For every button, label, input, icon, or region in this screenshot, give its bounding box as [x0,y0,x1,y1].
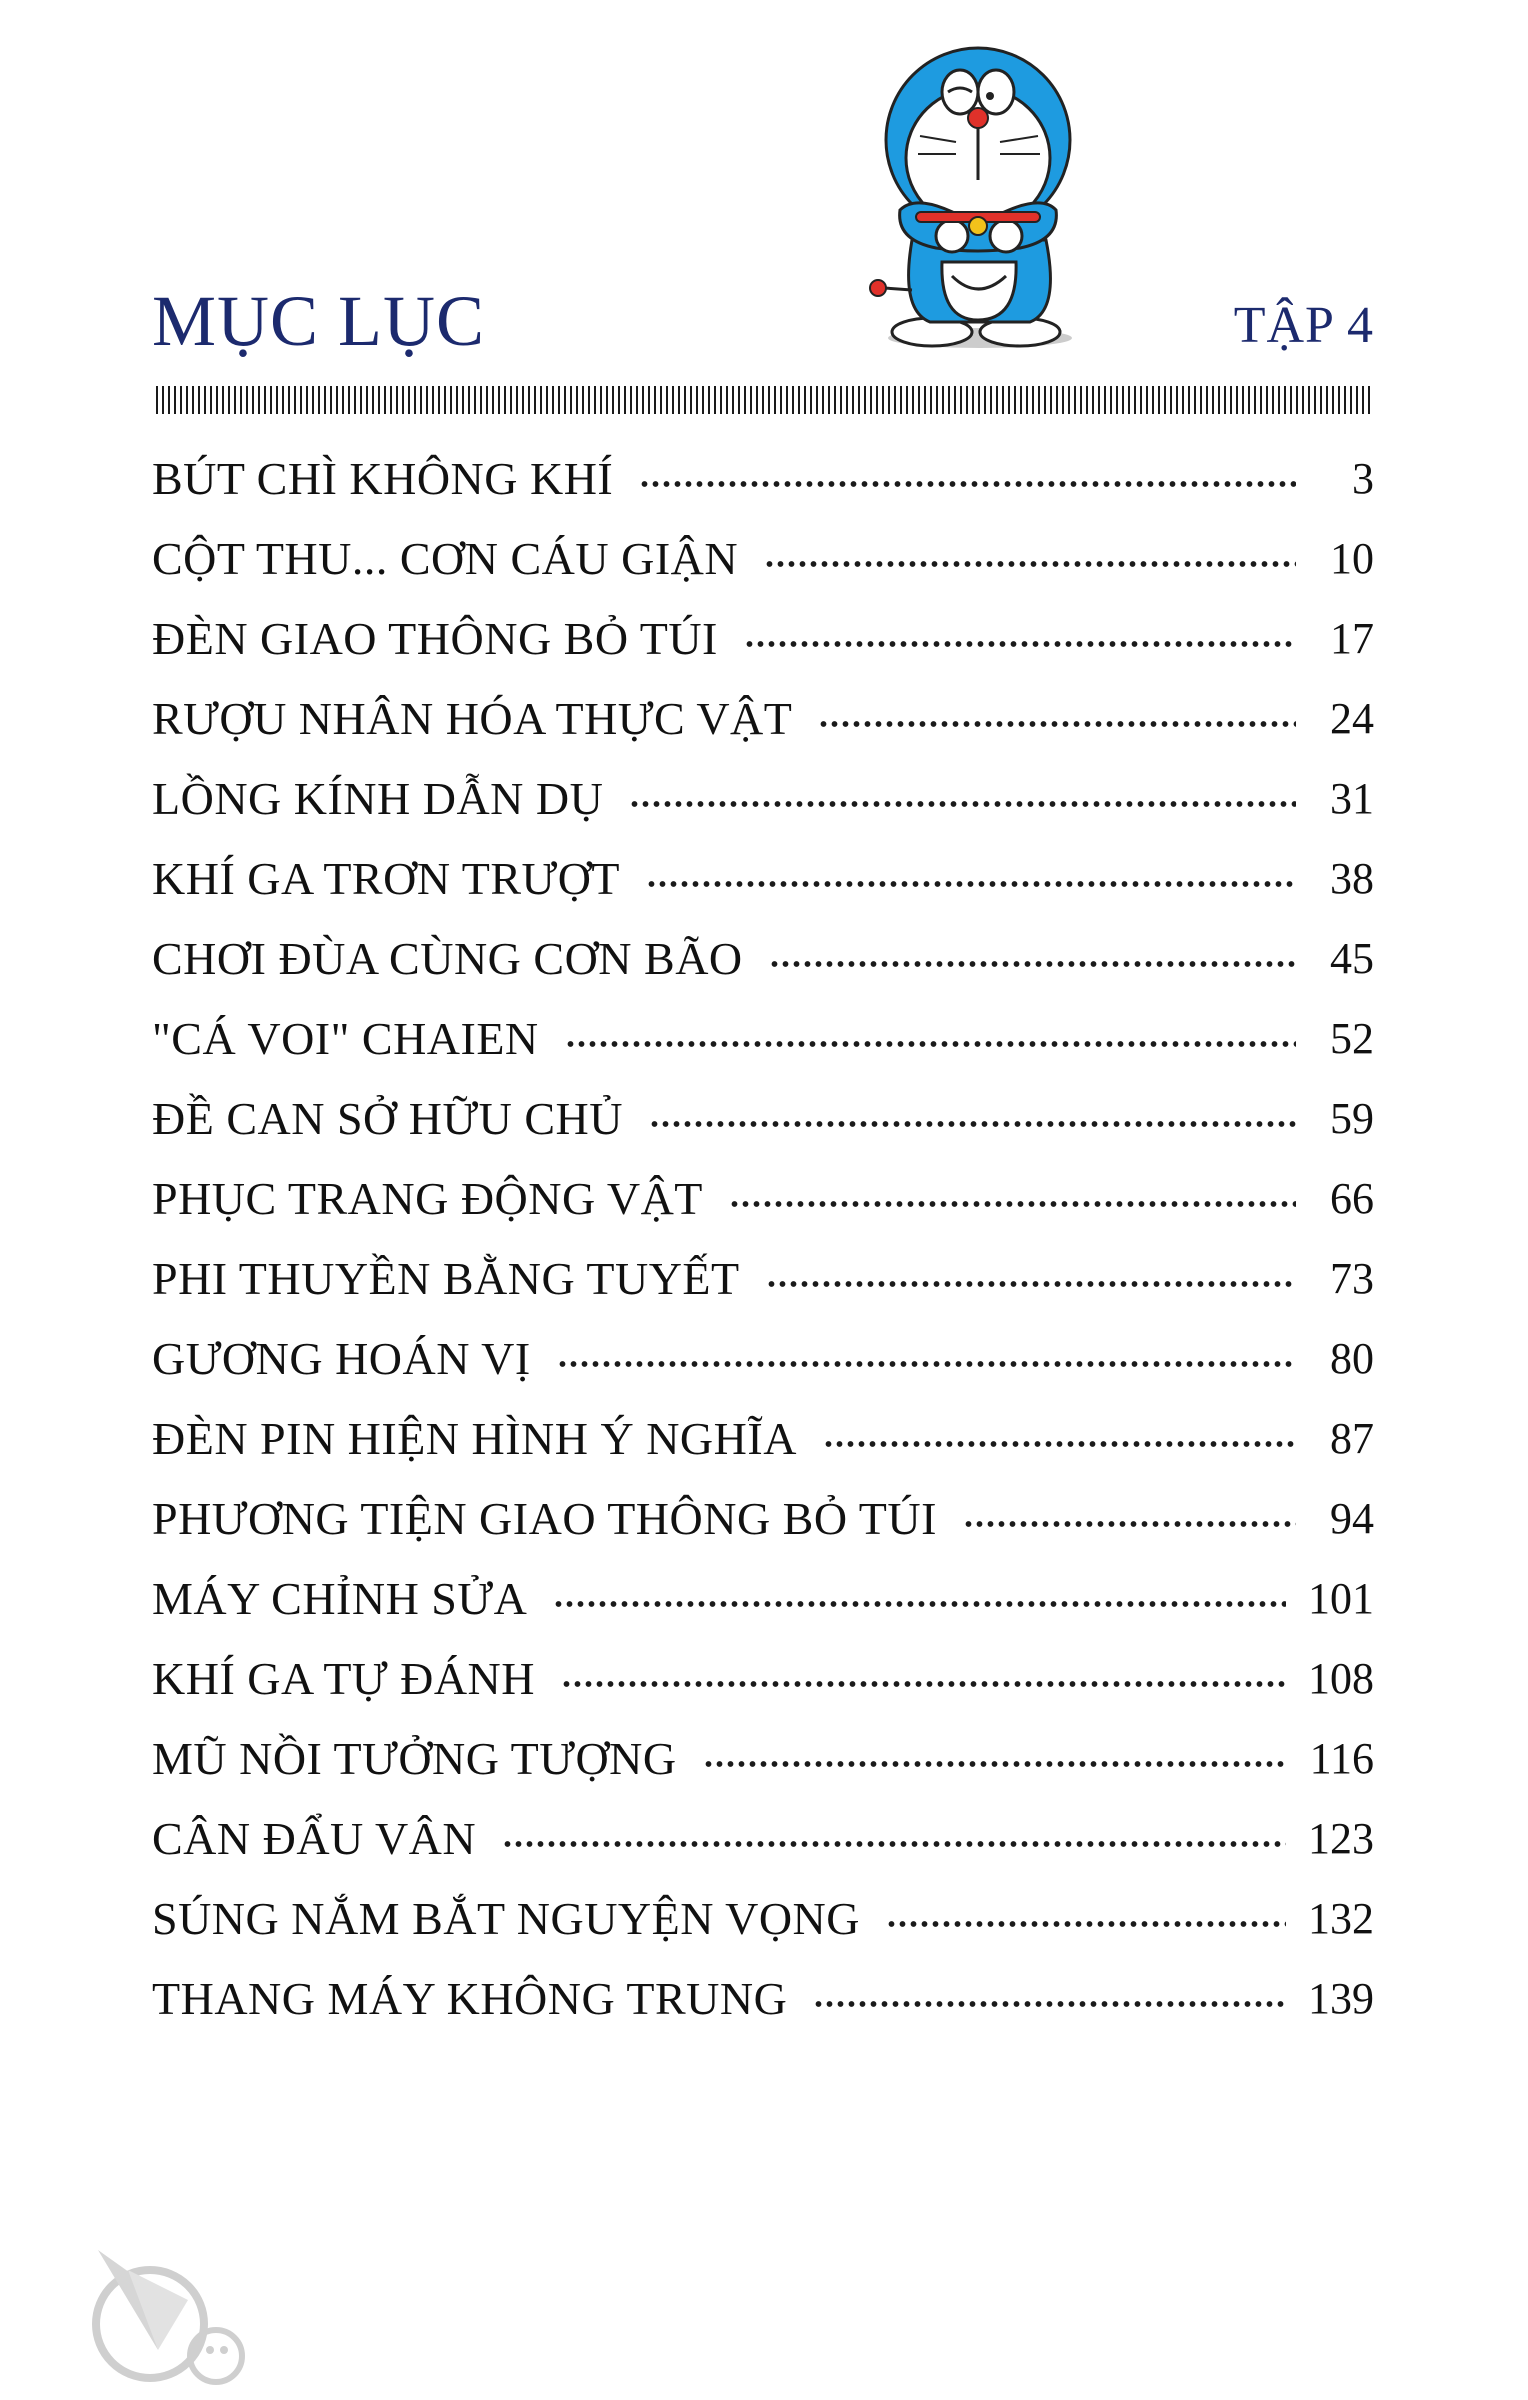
dot-leader [646,881,1296,887]
toc-entry-title: SÚNG NẮM BẮT NGUYỆN VỌNG [152,1892,860,1944]
toc-entry [152,1878,1374,1958]
dot-leader [502,1841,1286,1847]
toc-entry-title: KHÍ GA TRƠN TRƯỢT [152,852,621,904]
dot-leader [963,1521,1296,1527]
dot-leader [553,1601,1286,1607]
toc-entry [152,1318,1374,1398]
toc-entry [152,1238,1374,1318]
toc-entry-title: PHI THUYỀN BẰNG TUYẾT [152,1252,740,1304]
toc-entry [152,918,1374,998]
toc-entry [152,998,1374,1078]
toc-entry [152,838,1374,918]
toc-entry-title: ĐỀ CAN SỞ HỮU CHỦ [152,1092,623,1144]
toc-entry-page: 45 [1330,933,1374,983]
table-of-contents [152,438,1374,2038]
toc-entry-title: MŨ NỒI TƯỞNG TƯỢNG [152,1732,677,1784]
toc-entry-page: 101 [1308,1573,1374,1623]
dot-leader [729,1201,1296,1207]
toc-entry-title: BÚT CHÌ KHÔNG KHÍ [152,452,614,504]
page-title: MỤC LỤC [152,281,486,361]
dot-leader [703,1761,1288,1767]
toc-entry [152,1478,1374,1558]
toc-entry [152,758,1374,838]
toc-entry-page: 73 [1330,1253,1374,1303]
toc-entry-title: ĐÈN GIAO THÔNG BỎ TÚI [152,612,718,664]
dot-leader [766,1281,1296,1287]
toc-entry [152,678,1374,758]
toc-entry [152,518,1374,598]
toc-entry-page: 139 [1308,1973,1374,2023]
toc-entry-title: GƯƠNG HOÁN VỊ [152,1332,531,1384]
toc-entry-page: 3 [1352,453,1374,503]
toc-entry-page: 80 [1330,1333,1374,1383]
toc-entry-title: KHÍ GA TỰ ĐÁNH [152,1652,535,1704]
toc-entry-title: CỘT THU... CƠN CÁU GIẬN [152,532,739,584]
toc-entry [152,1158,1374,1238]
toc-entry-title: CHƠI ĐÙA CÙNG CƠN BÃO [152,932,743,984]
dot-leader [557,1361,1296,1367]
toc-entry [152,1718,1374,1798]
doraemon-illustration-icon [860,40,1090,360]
toc-entry [152,1398,1374,1478]
toc-entry-title: PHƯƠNG TIỆN GIAO THÔNG BỎ TÚI [152,1492,937,1544]
toc-entry-page: 10 [1330,533,1374,583]
dot-leader [813,2001,1286,2007]
toc-entry-page: 52 [1330,1013,1374,1063]
toc-entry-title: LỒNG KÍNH DẪN DỤ [152,772,604,824]
toc-entry-page: 31 [1330,773,1374,823]
toc-entry-title: ĐÈN PIN HIỆN HÌNH Ý NGHĨA [152,1412,797,1464]
dot-leader [565,1041,1296,1047]
toc-entry-page: 87 [1330,1413,1374,1463]
toc-entry-page: 66 [1330,1173,1374,1223]
dot-leader [823,1441,1296,1447]
toc-entry-page: 123 [1308,1813,1374,1863]
dot-leader [744,641,1296,647]
toc-entry-page: 94 [1330,1493,1374,1543]
toc-entry [152,1798,1374,1878]
dot-leader [886,1921,1286,1927]
dot-leader [639,481,1296,487]
dot-leader [649,1121,1296,1127]
toc-entry-page: 38 [1330,853,1374,903]
toc-entry [152,1638,1374,1718]
toc-entry [152,1558,1374,1638]
title-divider [156,386,1374,414]
dot-leader [629,801,1296,807]
toc-entry-title: PHỤC TRANG ĐỘNG VẬT [152,1172,703,1224]
toc-entry-page: 59 [1330,1093,1374,1143]
volume-label: TẬP 4 [1233,297,1374,354]
toc-entry [152,598,1374,678]
dot-leader [764,561,1296,567]
toc-entry-page: 24 [1330,693,1374,743]
toc-entry-title: THANG MÁY KHÔNG TRUNG [152,1972,788,2024]
publisher-logo-icon [88,2240,258,2390]
toc-entry-title: RƯỢU NHÂN HÓA THỰC VẬT [152,692,793,744]
toc-entry-title: "CÁ VOI" CHAIEN [152,1012,539,1064]
toc-entry-title: MÁY CHỈNH SỬA [152,1572,528,1624]
toc-entry-title: CÂN ĐẨU VÂN [152,1812,477,1864]
toc-entry [152,438,1374,518]
dot-leader [818,721,1296,727]
toc-entry-page: 108 [1308,1653,1374,1703]
toc-entry-page: 116 [1309,1733,1374,1783]
toc-entry-page: 17 [1330,613,1374,663]
dot-leader [769,961,1296,967]
toc-entry-page: 132 [1308,1893,1374,1943]
toc-entry [152,1958,1374,2038]
toc-entry [152,1078,1374,1158]
dot-leader [561,1681,1286,1687]
